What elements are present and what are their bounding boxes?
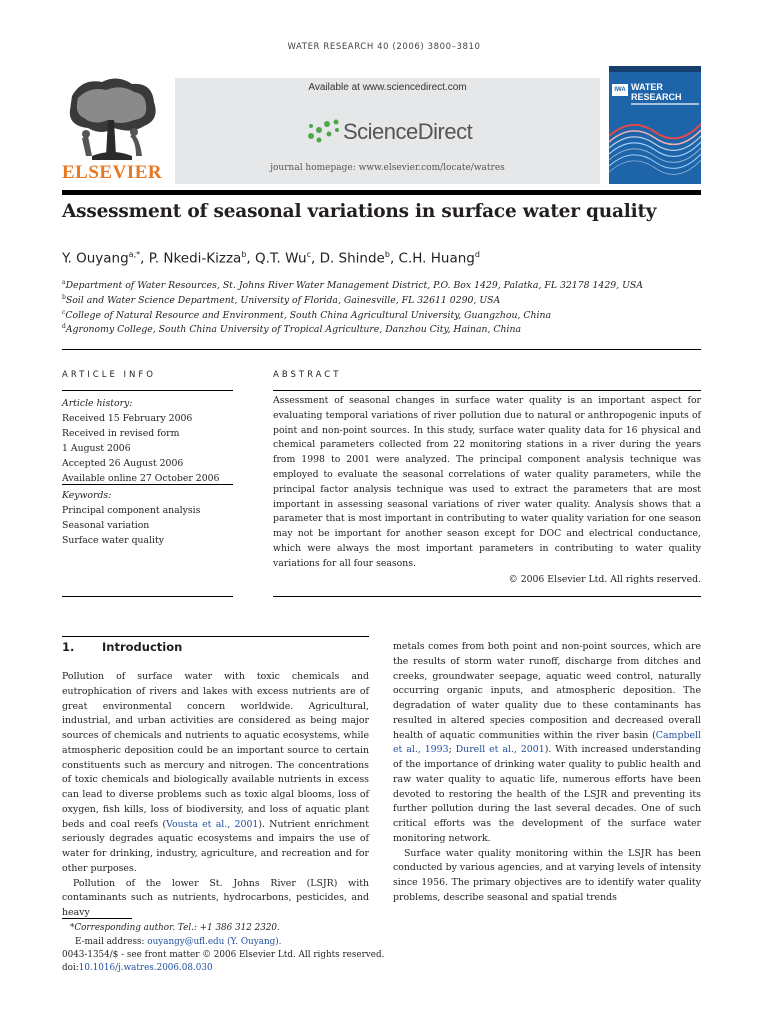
affiliation-mark: a (62, 279, 66, 286)
history-item: Accepted 26 August 2006 (62, 458, 184, 469)
masthead (62, 66, 701, 184)
affiliation-mark: b (62, 294, 66, 301)
history-item: Received in revised form (62, 428, 180, 439)
citation-link[interactable]: Campbell et al., 1993 (393, 729, 701, 756)
affiliation (62, 294, 500, 306)
citation-separator: ; (448, 744, 456, 756)
email-label: E-mail address: (75, 937, 148, 947)
affiliation-text: Soil and Water Science Department, University of Florida, Gainesville, FL 32611 0290, USA (65, 295, 501, 307)
section-number: 1. (62, 640, 75, 654)
author-affil-mark[interactable]: b (384, 250, 390, 259)
abstract-copyright: © 2006 Elsevier Ltd. All rights reserved. (508, 574, 701, 585)
article-info-rule (62, 390, 233, 391)
affiliation (62, 279, 643, 291)
affiliation-text: Agronomy College, South China University of Tropical Agriculture, Danzhou City, Hainan, China (65, 324, 522, 336)
column-rule (62, 636, 369, 637)
abstract-rule (273, 390, 701, 391)
citation-link[interactable]: Durell et al., 2001 (455, 744, 545, 756)
affiliation-text: Department of Water Resources, St. Johns River Water Management District, P.O. Box 1429, Palatka, FL 32178 1429, USA (65, 280, 643, 292)
journal-homepage[interactable]: journal homepage: www.elsevier.com/locate/watres (270, 163, 505, 173)
author-name: Y. Ouyang (62, 250, 129, 267)
journal-cover (609, 66, 701, 184)
journal-banner (175, 78, 600, 184)
author-list: Y. Ouyang$^{a,*}$, P. Nkedi-Kizza$^b$, Q.T. Wu$^c$, D. Shinde$^b$, C.H. Huang$^d$ (62, 250, 480, 267)
section-divider (62, 349, 701, 350)
author-name: P. Nkedi-Kizza (148, 250, 242, 267)
keyword: Surface water quality (62, 535, 165, 546)
body-column-left (62, 670, 369, 921)
publisher-name: ELSEVIER (62, 162, 163, 183)
sciencedirect-wordmark: ScienceDirect (343, 119, 473, 144)
article-info-rule (62, 484, 233, 485)
iwa-badge: IWA (612, 84, 628, 96)
author-name: Q.T. Wu (255, 250, 307, 267)
affiliation-mark: c (62, 309, 66, 316)
history-item: Received 15 February 2006 (62, 413, 193, 424)
sciencedirect-dots-icon (303, 116, 343, 146)
keyword: Seasonal variation (62, 520, 150, 531)
cover-title: WATER RESEARCH (631, 82, 682, 102)
front-matter-note: 0043-1354/$ - see front matter © 2006 Elsevier Ltd. All rights reserved. (62, 950, 385, 960)
author-name: C.H. Huang (398, 250, 475, 267)
doi-label: doi: (62, 963, 79, 973)
running-head: WATER RESEARCH 40 (2006) 3800–3810 (287, 42, 481, 52)
paragraph: Pollution of the lower St. Johns River (LSJR) with contaminants such as nutrients, hydrocarbons, pesticides, and heavy (62, 877, 369, 918)
history-item: Available online 27 October 2006 (62, 473, 220, 484)
cover-underline (631, 103, 699, 105)
citation-link[interactable]: Vousta et al., 2001 (166, 818, 259, 830)
header-divider (62, 190, 701, 195)
history-item: 1 August 2006 (62, 443, 131, 454)
affiliation (62, 309, 551, 321)
history-label: Article history: (62, 398, 133, 409)
paragraph (62, 670, 369, 877)
abstract-heading: ABSTRACT (273, 370, 342, 380)
availability-note: Available at www.sciencedirect.com (308, 82, 467, 93)
email-note (75, 937, 281, 947)
section-title: Introduction (102, 640, 183, 654)
paragraph: Surface water quality monitoring within the LSJR has been conducted by various agencies, and at varying levels of intensity since 1956. The primary objectives are to identify water quality problems, describe seasonal and spatial trends (393, 847, 701, 903)
keywords-label: Keywords: (62, 490, 112, 501)
author-name: D. Shinde (319, 250, 385, 267)
affiliation-mark: d (62, 323, 66, 330)
body-column-right (393, 640, 701, 906)
paragraph-text: ). With increased understanding of the importance of drinking water quality to public health and raw water quality to aquatic life, numerous efforts have been devoted to restoring the health of the LSJR and preventing its further pollution during the last several decades. One of such critical efforts was the development of the surface water monitoring network. (393, 744, 701, 844)
keyword: Principal component analysis (62, 505, 201, 516)
author-affil-mark[interactable]: b (241, 250, 247, 259)
article-info-heading: ARTICLE INFO (62, 370, 156, 380)
doi-note (62, 963, 213, 973)
article-title: Assessment of seasonal variations in surface water quality (62, 201, 657, 222)
corresponding-author-note: *Corresponding author. Tel.: +1 386 312 2320. (70, 923, 280, 933)
author-affil-mark[interactable]: c (306, 250, 311, 259)
section-heading (62, 640, 182, 654)
paragraph-text: Pollution of surface water with toxic chemicals and eutrophication of rivers and lakes with excess nutrients are of great environmental concern worldwide. Agricultural, industrial, and urban activities are considered as being major sources of chemicals and nutrients to aquatic ecosystems, while atmospheric deposition could be an important source to certain constituents such as mercury and nitrogen. The concentrations of toxic chemicals and biologically available nutrients in excess can lead to diverse problems such as toxic algal blooms, loss of oxygen, fish kills, loss of biodiversity, and loss of aquatic plant beds and coal reefs ( (62, 671, 369, 830)
article-info-rule (62, 596, 233, 597)
affiliation (62, 323, 521, 335)
paragraph (393, 640, 701, 847)
abstract-rule (273, 596, 701, 597)
paragraph-text: metals comes from both point and non-point sources, which are the results of storm water runoff, discharge from ditches and creeks, groundwater seepage, aquatic weed control, naturally occurring organic inputs, and atmospheric deposition. The degradation of water quality due to these contaminants has resulted in altered species composition and decreased overall health of aquatic communities within the river basin ( (393, 641, 701, 741)
doi-link[interactable]: 10.1016/j.watres.2006.08.030 (78, 963, 213, 973)
paragraph-text: ). Nutrient enrichment seriously degrades aquatic ecosystems and impairs the use of water for drinking, industry, agriculture, and recreation and for other purposes. (62, 818, 369, 874)
footnote-rule (62, 918, 132, 919)
abstract-text: Assessment of seasonal changes in surface water quality is an important aspect for evaluating temporal variations of river pollution due to natural or anthropogenic inputs of point and non-point sources. In this study, surface water quality data for 16 physical and chemical parameters collected from 22 monitoring stations in a river during the years from 1998 to 2001 were analyzed. The principal component analysis technique was employed to evaluate the seasonal correlations of water quality parameters, while the principal factor analysis technique was used to extract the parameters that are most important in assessing seasonal variations of river water quality. Analysis shows that a parameter that is most important in contributing to water quality variation for one season may not be important for another season except for DOC and electrical conductance, which were always the most important parameters in contributing to water quality variations for all four seasons. (273, 395, 701, 569)
affiliation-text: College of Natural Resource and Environment, South China Agricultural University, Guangzhou, China (65, 310, 552, 322)
author-affil-mark[interactable]: a,* (128, 250, 141, 259)
author-affil-mark[interactable]: d (474, 250, 480, 259)
email-link[interactable]: ouyangy@ufl.edu (Y. Ouyang). (147, 937, 282, 947)
